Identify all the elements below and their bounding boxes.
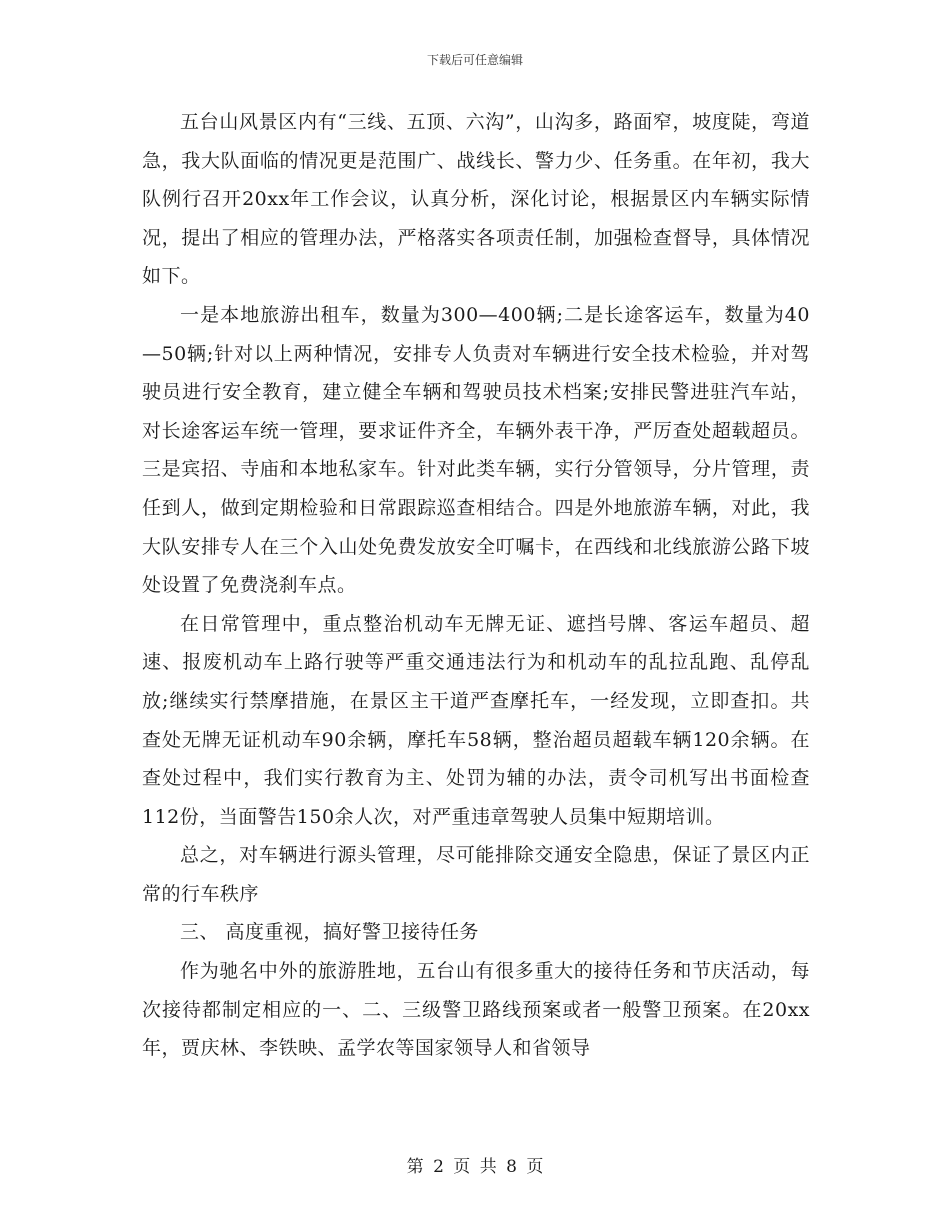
document-body xyxy=(142,103,810,1068)
paragraph-intro: 五台山风景区内有“三线、五顶、六沟”，山沟多，路面窄，坡度陡，弯道急，我大队面临的情况更是范围广、战线长、警力少、任务重。在年初，我大队例行召开20xx年工作会议，认真分析，深化讨论，根据景区内车辆实际情况，提出了相应的管理办法，严格落实各项责任制，加强检查督导，具体情况如下。 xyxy=(142,111,810,288)
page-number: 第 2 页 共 8 页 xyxy=(406,1157,544,1177)
paragraph-reception: 作为驰名中外的旅游胜地，五台山有很多重大的接待任务和节庆活动，每次接待都制定相应的一、二、三级警卫路线预案或者一般警卫预案。在20xx年，贾庆林、李铁映、孟学农等国家领导人和省领导 xyxy=(142,960,810,1060)
paragraph-daily-management: 在日常管理中，重点整治机动车无牌无证、遮挡号牌、客运车超员、超速、报废机动车上路行驶等严重交通违法行为和机动车的乱拉乱跑、乱停乱放;继续实行禁摩措施，在景区主干道严查摩托车，一经发现，立即查扣。共查处无牌无证机动车90余辆，摩托车58辆，整治超员超载车辆120余辆。在查处过程中，我们实行教育为主、处罚为辅的办法，责令司机写出书面检查112份，当面警告150余人次，对严重违章驾驶人员集中短期培训。 xyxy=(142,612,810,828)
paragraph-vehicle-types: 一是本地旅游出租车，数量为300—400辆;二是长途客运车，数量为40—50辆;针对以上两种情况，安排专人负责对车辆进行安全技术检验，并对驾驶员进行安全教育，建立健全车辆和驾驶员技术档案;安排民警进驻汽车站，对长途客运车统一管理，要求证件齐全，车辆外表干净，严厉查处超载超员。三是宾招、寺庙和本地私家车。针对此类车辆，实行分管领导，分片管理，责任到人，做到定期检验和日常跟踪巡查相结合。四是外地旅游车辆，对此，我大队安排专人在三个入山处免费发放安全叮嘱卡，在西线和北线旅游公路下坡处设置了免费浇刹车点。 xyxy=(142,303,810,597)
page-header: 下载后可任意编辑 xyxy=(426,53,523,67)
paragraph-summary: 总之，对车辆进行源头管理，尽可能排除交通安全隐患，保证了景区内正常的行车秩序 xyxy=(142,844,810,905)
section-heading-three: 三、 高度重视，搞好警卫接待任务 xyxy=(180,921,480,944)
